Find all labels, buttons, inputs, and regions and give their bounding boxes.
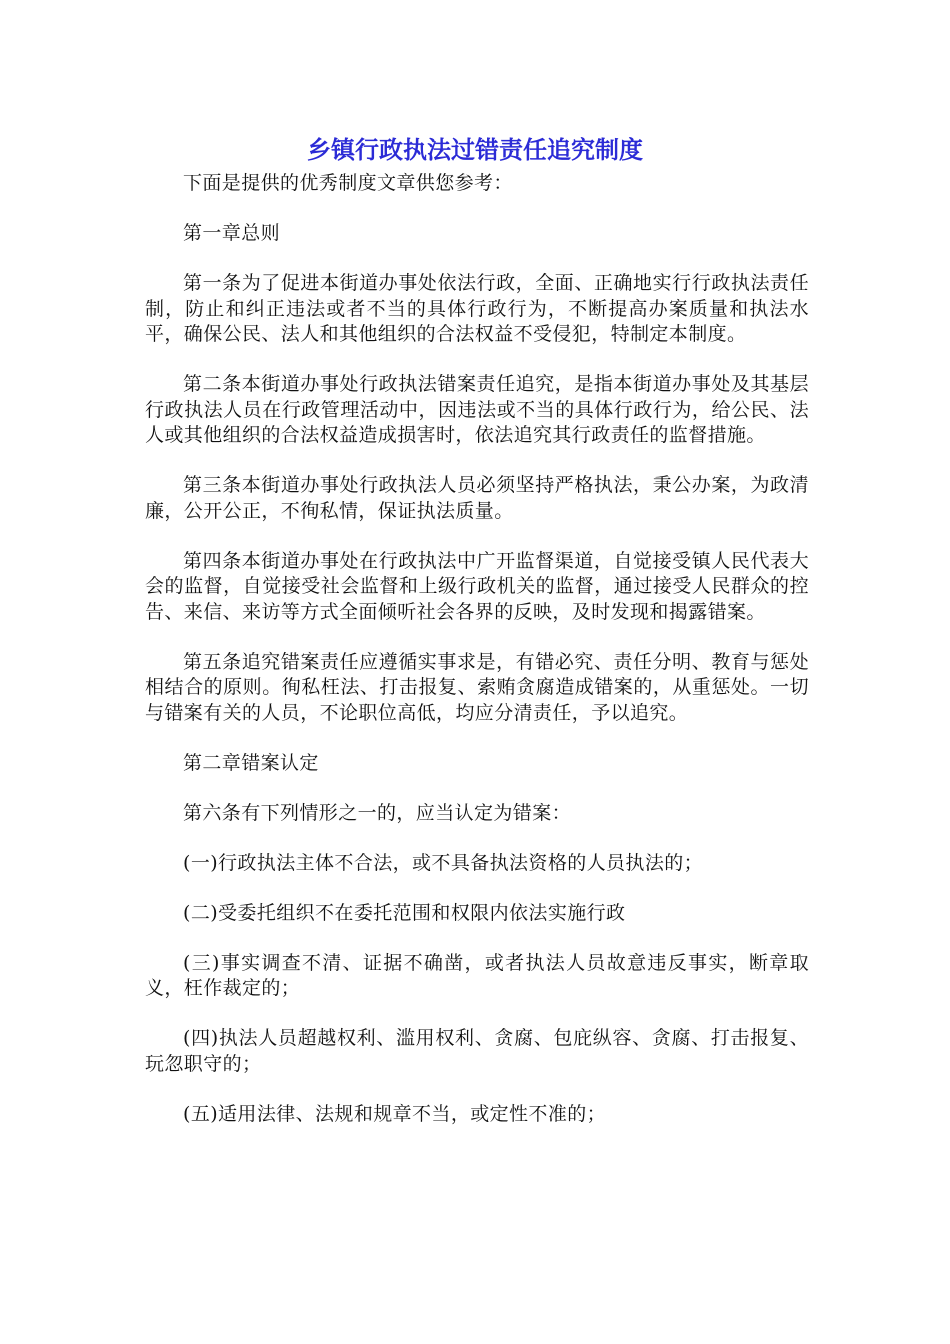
article-4: 第四条本街道办事处在行政执法中广开监督渠道，自觉接受镇人民代表大会的监督，自觉接受社会监督和上级行政机关的监督，通过接受人民群众的控告、来信、来访等方式全面倾听社会各界的反映，及时发现和揭露错案。 — [145, 549, 809, 623]
list-item-2: (二)受委托组织不在委托范围和权限内依法实施行政 — [183, 901, 626, 924]
article-3: 第三条本街道办事处行政执法人员必须坚持严格执法，秉公办案，为政清廉，公开公正，不徇私情，保证执法质量。 — [145, 474, 809, 522]
chapter-heading-1: 第一章总则 — [183, 222, 281, 244]
chapter-heading-2: 第二章错案认定 — [183, 751, 319, 774]
document-title: 乡镇行政执法过错责任追究制度 — [307, 136, 643, 164]
article-1: 第一条为了促进本街道办事处依法行政，全面、正确地实行行政执法责任制，防止和纠正违法或者不当的具体行政行为，不断提高办案质量和执法水平，确保公民、法人和其他组织的合法权益不受侵犯，特制定本制度。 — [145, 272, 809, 345]
list-item-1: (一)行政执法主体不合法，或不具备执法资格的人员执法的； — [183, 851, 704, 874]
article-2: 第二条本街道办事处行政执法错案责任追究，是指本街道办事处及其基层行政执法人员在行政管理活动中，因违法或不当的具体行政行为，给公民、法人或其他组织的合法权益造成损害时，依法追究其行政责任的监督措施。 — [145, 373, 809, 446]
article-6: 第六条有下列情形之一的，应当认定为错案： — [183, 801, 572, 824]
paragraph-intro: 下面是提供的优秀制度文章供您参考： — [183, 172, 513, 194]
article-5: 第五条追究错案责任应遵循实事求是，有错必究、责任分明、教育与惩处相结合的原则。徇私枉法、打击报复、索贿贪腐造成错案的，从重惩处。一切与错案有关的人员，不论职位高低，均应分清责任，予以追究。 — [145, 650, 809, 724]
document-body — [145, 171, 809, 1152]
list-item-5: (五)适用法律、法规和规章不当，或定性不准的； — [183, 1102, 607, 1125]
list-item-4: (四)执法人员超越权利、滥用权利、贪腐、包庇纵容、贪腐、打击报复、玩忽职守的； — [145, 1027, 809, 1075]
list-item-3: (三)事实调查不清、证据不确凿，或者执法人员故意违反事实，断章取义，枉作裁定的； — [145, 951, 809, 999]
